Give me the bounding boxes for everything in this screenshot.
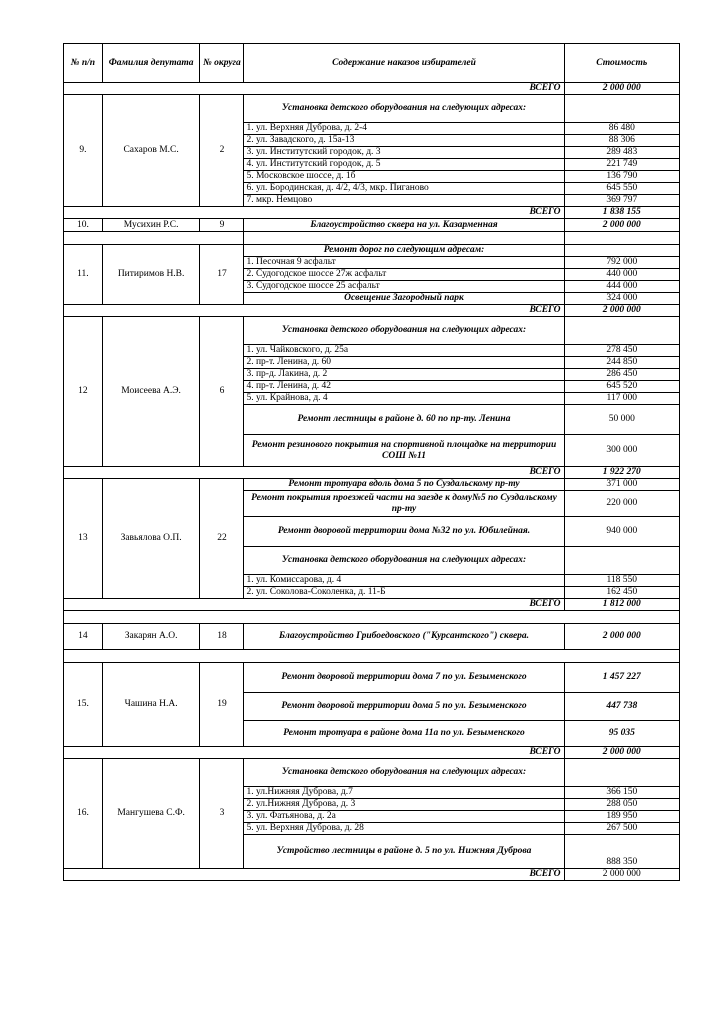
deputy-name: Закарян А.О. bbox=[102, 624, 200, 650]
district-number: 19 bbox=[200, 663, 244, 747]
work-item: Благоустройство Грибоедовского ("Курсантского") сквера. bbox=[244, 624, 564, 650]
table-row bbox=[64, 219, 680, 232]
total-value: 1 812 000 bbox=[564, 599, 679, 611]
item-cost: 2 000 000 bbox=[564, 219, 679, 232]
work-heading: Установка детского оборудования на следующих адресах: bbox=[244, 759, 564, 787]
total-label: ВСЕГО bbox=[64, 869, 565, 881]
district-number: 6 bbox=[200, 317, 244, 467]
item-cost: 278 450 bbox=[564, 345, 679, 357]
spacer-row bbox=[64, 611, 680, 624]
work-item: Ремонт тротуара в районе дома 11а по ул. Безыменского bbox=[244, 721, 564, 747]
spacer-row bbox=[64, 232, 680, 245]
address-item: 1. ул. Комиссарова, д. 4 bbox=[244, 575, 564, 587]
district-number: 17 bbox=[200, 245, 244, 305]
district-number: 22 bbox=[200, 479, 244, 599]
item-cost: 645 550 bbox=[564, 183, 679, 195]
address-item: 3. пр-д. Лакина, д. 2 bbox=[244, 369, 564, 381]
item-cost: 366 150 bbox=[564, 787, 679, 799]
deputy-name: Питиримов Н.В. bbox=[102, 245, 200, 305]
table-row bbox=[64, 479, 680, 491]
total-label: ВСЕГО bbox=[64, 747, 565, 759]
item-cost: 118 550 bbox=[564, 575, 679, 587]
work-item: Устройство лестницы в районе д. 5 по ул. Нижняя Дуброва bbox=[244, 835, 564, 869]
deputy-name: Мусихин Р.С. bbox=[102, 219, 200, 232]
item-cost: 286 450 bbox=[564, 369, 679, 381]
total-label: ВСЕГО bbox=[64, 83, 565, 95]
district-number: 3 bbox=[200, 759, 244, 869]
address-item: 2. ул. Соколова-Соколенка, д. 11-Б bbox=[244, 587, 564, 599]
address-item: 3. Судогодское шоссе 25 асфальт bbox=[244, 281, 564, 293]
total-value: 1 922 270 bbox=[564, 467, 679, 479]
table-row bbox=[64, 624, 680, 650]
work-item: Освещение Загородный парк bbox=[244, 293, 564, 305]
work-heading: Ремонт дорог по следующим адресам: bbox=[244, 245, 564, 257]
row-number: 12 bbox=[64, 317, 103, 467]
address-item: 5. ул. Крайнова, д. 4 bbox=[244, 393, 564, 405]
work-item: Ремонт лестницы в районе д. 60 по пр-ту. Ленина bbox=[244, 405, 564, 435]
item-cost: 136 790 bbox=[564, 171, 679, 183]
row-number: 15. bbox=[64, 663, 103, 747]
row-number: 11. bbox=[64, 245, 103, 305]
total-label: ВСЕГО bbox=[64, 305, 565, 317]
item-cost: 447 738 bbox=[564, 693, 679, 721]
deputy-name: Мангушева С.Ф. bbox=[102, 759, 200, 869]
item-cost: 940 000 bbox=[564, 517, 679, 547]
table-row bbox=[64, 245, 680, 257]
item-cost: 444 000 bbox=[564, 281, 679, 293]
total-row bbox=[64, 599, 680, 611]
address-item: 5. ул. Верхняя Дуброва, д. 28 bbox=[244, 823, 564, 835]
total-value: 1 838 155 bbox=[564, 207, 679, 219]
table-row bbox=[64, 95, 680, 123]
work-item: Ремонт дворовой территории дома №32 по ул. Юбилейная. bbox=[244, 517, 564, 547]
empty-cost bbox=[564, 759, 679, 787]
address-item: 4. ул. Институтский городок, д. 5 bbox=[244, 159, 564, 171]
header-num: № п/п bbox=[64, 44, 103, 83]
address-item: 3. ул. Институтский городок, д. 3 bbox=[244, 147, 564, 159]
total-row bbox=[64, 747, 680, 759]
empty-cost bbox=[564, 547, 679, 575]
row-number: 9. bbox=[64, 95, 103, 207]
item-cost: 267 500 bbox=[564, 823, 679, 835]
item-cost: 221 749 bbox=[564, 159, 679, 171]
address-item: 2. ул.Нижняя Дуброва, д. 3 bbox=[244, 799, 564, 811]
total-label: ВСЕГО bbox=[64, 467, 565, 479]
empty-cost bbox=[564, 95, 679, 123]
work-heading: Установка детского оборудования на следующих адресах: bbox=[244, 95, 564, 123]
empty-cost bbox=[564, 245, 679, 257]
header-row bbox=[64, 44, 680, 83]
row-number: 16. bbox=[64, 759, 103, 869]
district-number: 9 bbox=[200, 219, 244, 232]
total-value: 2 000 000 bbox=[564, 83, 679, 95]
item-cost: 300 000 bbox=[564, 435, 679, 467]
item-cost: 88 306 bbox=[564, 135, 679, 147]
deputy-name: Моисеева А.Э. bbox=[102, 317, 200, 467]
item-cost: 189 950 bbox=[564, 811, 679, 823]
total-value: 2 000 000 bbox=[564, 305, 679, 317]
header-district: № округа bbox=[200, 44, 244, 83]
district-number: 2 bbox=[200, 95, 244, 207]
item-cost: 1 457 227 bbox=[564, 663, 679, 693]
item-cost: 324 000 bbox=[564, 293, 679, 305]
total-label: ВСЕГО bbox=[64, 599, 565, 611]
item-cost: 371 000 bbox=[564, 479, 679, 491]
district-number: 18 bbox=[200, 624, 244, 650]
address-item: 1. ул. Чайковского, д. 25а bbox=[244, 345, 564, 357]
row-number: 13 bbox=[64, 479, 103, 599]
item-cost: 220 000 bbox=[564, 491, 679, 517]
empty-cost bbox=[564, 317, 679, 345]
item-cost: 440 000 bbox=[564, 269, 679, 281]
work-item: Ремонт дворовой территории дома 5 по ул. Безыменского bbox=[244, 693, 564, 721]
address-item: 1. Песочная 9 асфальт bbox=[244, 257, 564, 269]
total-row bbox=[64, 467, 680, 479]
total-row bbox=[64, 83, 680, 95]
row-number: 10. bbox=[64, 219, 103, 232]
spacer-row bbox=[64, 650, 680, 663]
total-row bbox=[64, 305, 680, 317]
mandates-table bbox=[63, 43, 680, 881]
item-cost: 95 035 bbox=[564, 721, 679, 747]
item-cost: 792 000 bbox=[564, 257, 679, 269]
item-cost: 289 483 bbox=[564, 147, 679, 159]
table-row bbox=[64, 317, 680, 345]
address-item: 5. Московское шоссе, д. 1б bbox=[244, 171, 564, 183]
address-item: 6. ул. Бородинская, д. 4/2, 4/3, мкр. Пиганово bbox=[244, 183, 564, 195]
item-cost: 369 797 bbox=[564, 195, 679, 207]
work-item: Ремонт покрытия проезжей части на заезде к дому№5 по Суздальскому пр-ту bbox=[244, 491, 564, 517]
item-cost: 117 000 bbox=[564, 393, 679, 405]
work-heading: Установка детского оборудования на следующих адресах: bbox=[244, 317, 564, 345]
work-item: Ремонт резинового покрытия на спортивной площадке на территории СОШ №11 bbox=[244, 435, 564, 467]
deputy-name: Завьялова О.П. bbox=[102, 479, 200, 599]
item-cost: 86 480 bbox=[564, 123, 679, 135]
item-cost: 888 350 bbox=[564, 835, 679, 869]
total-value: 2 000 000 bbox=[564, 747, 679, 759]
address-item: 1. ул. Верхняя Дуброва, д. 2-4 bbox=[244, 123, 564, 135]
header-cost: Стоимость bbox=[564, 44, 679, 83]
work-item: Ремонт тротуара вдоль дома 5 по Суздальскому пр-ту bbox=[244, 479, 564, 491]
item-cost: 645 520 bbox=[564, 381, 679, 393]
work-item: Ремонт дворовой территории дома 7 по ул. Безыменского bbox=[244, 663, 564, 693]
header-name: Фамилия депутата bbox=[102, 44, 200, 83]
item-cost: 244 850 bbox=[564, 357, 679, 369]
work-item: Благоустройство сквера на ул. Казарменная bbox=[244, 219, 564, 232]
row-number: 14 bbox=[64, 624, 103, 650]
address-item: 2. Судогодское шоссе 27ж асфальт bbox=[244, 269, 564, 281]
total-row bbox=[64, 869, 680, 881]
address-item: 4. пр-т. Ленина, д. 42 bbox=[244, 381, 564, 393]
address-item: 7. мкр. Немцово bbox=[244, 195, 564, 207]
item-cost: 162 450 bbox=[564, 587, 679, 599]
table-row bbox=[64, 663, 680, 693]
work-heading: Установка детского оборудования на следующих адресах: bbox=[244, 547, 564, 575]
total-value: 2 000 000 bbox=[564, 869, 679, 881]
address-item: 3. ул. Фатьянова, д. 2а bbox=[244, 811, 564, 823]
table-row bbox=[64, 759, 680, 787]
address-item: 2. ул. Завадского, д. 15а-13 bbox=[244, 135, 564, 147]
address-item: 2. пр-т. Ленина, д. 60 bbox=[244, 357, 564, 369]
item-cost: 288 050 bbox=[564, 799, 679, 811]
address-item: 1. ул.Нижняя Дуброва, д.7 bbox=[244, 787, 564, 799]
item-cost: 50 000 bbox=[564, 405, 679, 435]
total-row bbox=[64, 207, 680, 219]
deputy-name: Сахаров М.С. bbox=[102, 95, 200, 207]
total-label: ВСЕГО bbox=[64, 207, 565, 219]
deputy-name: Чашина Н.А. bbox=[102, 663, 200, 747]
item-cost: 2 000 000 bbox=[564, 624, 679, 650]
header-content: Содержание наказов избирателей bbox=[244, 44, 564, 83]
